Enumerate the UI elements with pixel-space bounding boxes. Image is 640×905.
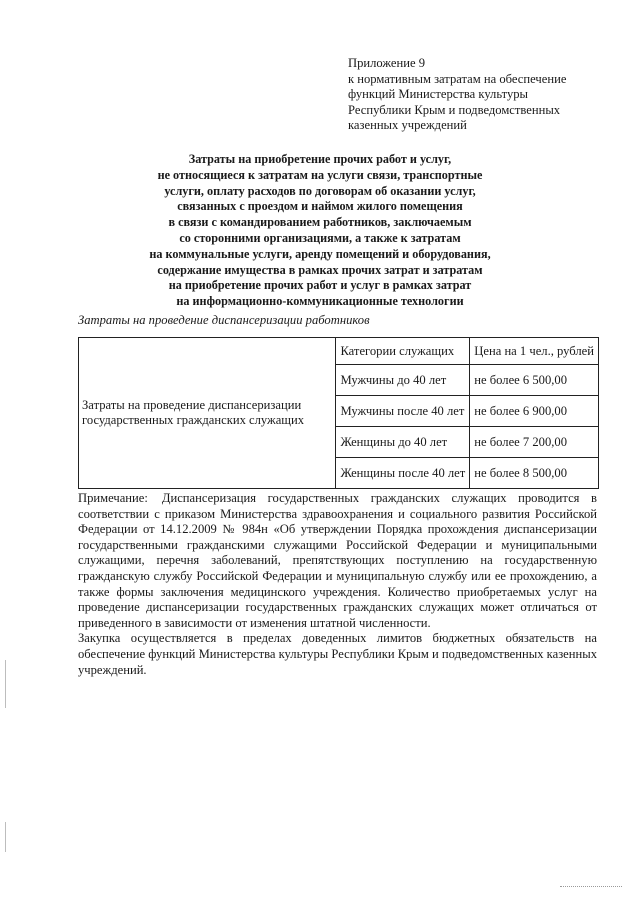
title-line: услуги, оплату расходов по договорам об оказании услуг, (164, 183, 476, 198)
note-label: Примечание: (78, 491, 148, 505)
procurement-paragraph: Закупка осуществляется в пределах доведенных лимитов бюджетных обязательств на обеспечение функций Министерства культуры Республики Крым и подведомственных казенных учреждений. (78, 631, 597, 677)
price-cell: не более 8 500,00 (470, 458, 599, 489)
note-text: Диспансеризация государственных гражданских служащих проводится в соответствии с приказом Министерства здравоохранения и социального развития Российской Федерации от 14.12.2009 № 984н «Об утверждении Порядка прохождения диспансеризации государственными гражданскими служащими Российской Федерации и муниципальными служащими, перечня заболеваний, препятствующих поступлению на государственную гражданскую службу Российской Федерации и муниципальную службу или ее прохождению, а также формы заключения медицинского учреждения. Количество приобретаемых услуг на проведение диспансеризации государственных гражданских служащих может отличаться от приведенного в зависимости от изменения штатной численности. (78, 491, 597, 630)
price-cell: не более 7 200,00 (470, 427, 599, 458)
title-line: связанных с проездом и наймом жилого помещения (177, 199, 463, 214)
title-line: на информационно-коммуникационные технологии (176, 294, 464, 309)
appendix-line: казенных учреждений (348, 118, 467, 133)
title-line: на приобретение прочих работ и услуг в рамках затрат (168, 278, 472, 293)
title-line: Затраты на приобретение прочих работ и услуг, (188, 152, 452, 166)
category-cell: Мужчины после 40 лет (336, 396, 470, 427)
appendix-line: Приложение 9 (348, 56, 426, 70)
scan-artifact (560, 886, 622, 887)
scan-artifact (5, 660, 6, 708)
scan-artifact (5, 822, 6, 852)
table-header-row (79, 338, 599, 365)
title-line: в связи с командированием работников, заключаемым (168, 215, 472, 230)
price-cell: не более 6 900,00 (470, 396, 599, 427)
price-cell: не более 6 500,00 (470, 365, 599, 396)
section-subtitle: Затраты на проведение диспансеризации работников (78, 313, 370, 327)
category-cell: Мужчины до 40 лет (336, 365, 470, 396)
appendix-line: к нормативным затратам на обеспечение (348, 71, 567, 86)
header-category: Категории служащих (336, 338, 470, 365)
appendix-line: Республики Крым и подведомственных (348, 102, 561, 117)
title-line: содержание имущества в рамках прочих затрат и затратам (157, 262, 483, 277)
appendix-header (348, 56, 618, 134)
category-cell: Женщины до 40 лет (336, 427, 470, 458)
document-title (120, 152, 520, 310)
appendix-line: функций Министерства культуры (348, 87, 529, 102)
cost-description: Затраты на проведение диспансеризации государственных гражданских служащих (79, 338, 336, 489)
header-price: Цена на 1 чел., рублей (470, 338, 599, 365)
title-line: не относящиеся к затратам на услуги связи, транспортные (157, 167, 483, 182)
title-line: со сторонними организациями, а также к затратам (179, 230, 461, 245)
title-line: на коммунальные услуги, аренду помещений и оборудования, (149, 246, 491, 261)
cost-table (78, 337, 599, 489)
note-block (78, 491, 597, 678)
category-cell: Женщины после 40 лет (336, 458, 470, 489)
note-paragraph (78, 491, 597, 631)
